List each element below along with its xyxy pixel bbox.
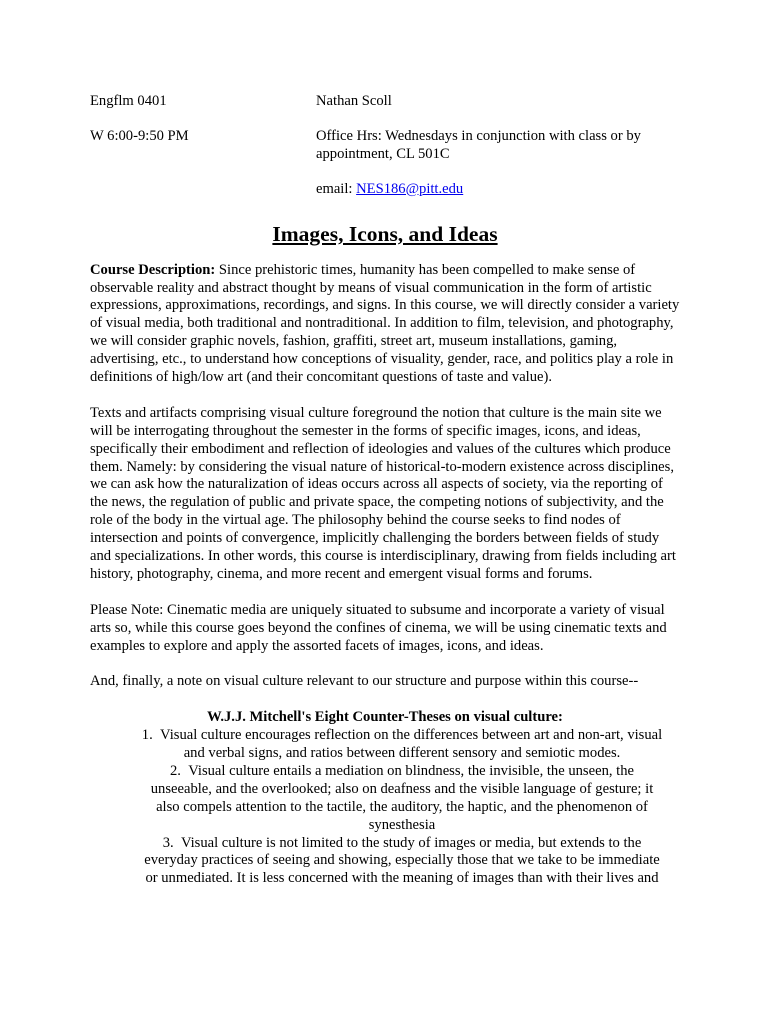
thesis-number: 1. — [141, 727, 153, 744]
document-title: Images, Icons, and Ideas — [272, 221, 498, 246]
thesis-number: 3. — [162, 834, 174, 851]
course-description-text: Since prehistoric times, humanity has been compelled to make sense of observable reality and abstract thought by means of visual communication in the form of artistic expressions, approximations, recordings, and signs. In this course, we will directly consider a variety of visual media, both traditional and nontraditional. In addition to film, television, and photography, we will consider graphic novels, fashion, graffiti, street art, museum installations, gaming, advertising, etc., to understand how conceptions of visuality, gender, race, and politics play a role in definitions of high/low art (and their concomitant questions of taste and value). — [90, 261, 680, 386]
office-hours: Office Hrs: Wednesdays in conjunction with class or by appointment, CL 501C — [316, 127, 641, 162]
thesis-number: 2. — [169, 762, 181, 779]
email-link[interactable]: NES186@pitt.edu — [356, 180, 464, 197]
header-row-3 — [90, 181, 680, 199]
course-description — [90, 262, 680, 387]
theses-list — [90, 727, 680, 888]
thesis-item — [90, 763, 680, 835]
email-line — [316, 181, 680, 199]
instructor-name: Nathan Scoll — [316, 93, 392, 109]
thesis-text: Visual culture encourages reflection on the differences between art and non-art, visual and verbal signs, and ratios between different sensory and semiotic modes. — [160, 727, 663, 762]
email-label: email: — [316, 180, 357, 197]
header-row-1 — [90, 93, 680, 111]
course-description-label: Course Description: — [90, 261, 216, 278]
thesis-item — [90, 835, 680, 889]
paragraph-visual-culture: Texts and artifacts comprising visual culture foreground the notion that culture is the main site we will be interrogating throughout the semester in the forms of specific images, icons, and ideas, specifically their embodiment and reflection of ideologies and values of the cultures which produce them. Namely: by considering the visual nature of historical-to-modern existence across disciplines, we can ask how the naturalization of ideas occurs across all aspects of society, via the reporting of the news, the regulation of public and private space, the competing notions of subjectivity, and the role of the body in the virtual age. The philosophy behind the course seeks to find nodes of intersection and points of convergence, implicitly challenging the borders between fields of study and specializations. In other words, this course is interdisciplinary, drawing from fields including art history, photography, cinema, and more recent and emergent visual forms and forums. — [90, 404, 676, 583]
course-code: Engflm 0401 — [90, 93, 167, 109]
thesis-item — [90, 727, 680, 763]
header-row-2 — [90, 128, 680, 164]
paragraph-finally: And, finally, a note on visual culture relevant to our structure and purpose within this course-- — [90, 673, 639, 690]
theses-heading: W.J.J. Mitchell's Eight Counter-Theses on visual culture: — [207, 709, 563, 726]
thesis-text: Visual culture entails a mediation on blindness, the invisible, the unseen, the unseeable, and the overlooked; also on deafness and the visible language of gesture; it also compels attention to the tactile, the auditory, the haptic, and the phenomenon of synesthesia — [150, 762, 654, 833]
header-spacer — [90, 181, 316, 199]
paragraph-please-note: Please Note: Cinematic media are uniquely situated to subsume and incorporate a variety of visual arts so, while this course goes beyond the confines of cinema, we will be using cinematic texts and examples to explore and apply the assorted facets of images, icons, and ideas. — [90, 601, 667, 654]
document-page — [90, 93, 680, 888]
class-schedule: W 6:00-9:50 PM — [90, 127, 189, 144]
thesis-text: Visual culture is not limited to the study of images or media, but extends to the everyday practices of seeing and showing, especially those that we take to be immediate or unmediated. It is less concerned with the meaning of images than with their lives and — [144, 834, 660, 887]
